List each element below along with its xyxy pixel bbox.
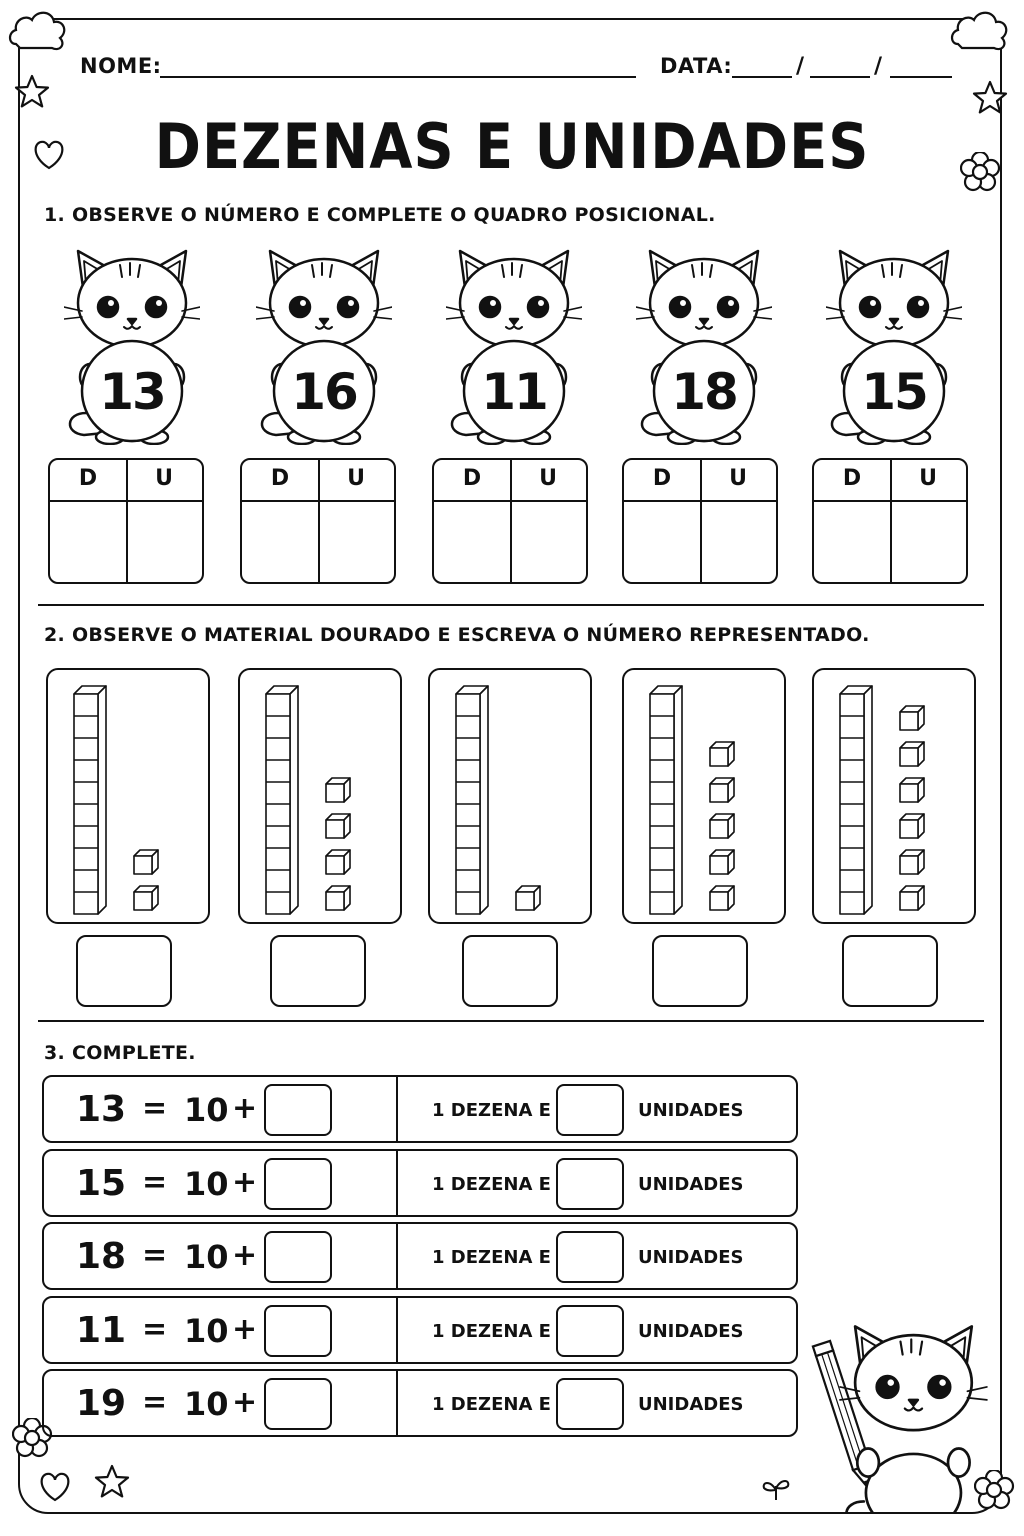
unidades-answer-box[interactable] [556,1231,624,1283]
units-header: U [539,466,557,491]
decomposition-row [42,1075,798,1143]
tens-header: D [462,466,482,491]
decomposition-row [42,1222,798,1290]
row-divider [396,1371,398,1435]
dezena-label: 1 DEZENA E [432,1320,551,1342]
date-month-line[interactable] [810,76,870,78]
tens-answer-cell[interactable] [434,502,510,582]
unit-cube [900,850,924,874]
date-label: DATA: [660,54,733,78]
dezena-label: 1 DEZENA E [432,1247,551,1268]
plus-sign: + [232,1238,258,1273]
date-year-line[interactable] [890,76,952,78]
ten-value: 10 [184,1238,229,1276]
units-header: U [729,466,747,491]
units-answer-box[interactable] [264,1231,332,1283]
row-divider [396,1077,398,1141]
number-answer-box[interactable] [462,935,558,1007]
name-line[interactable] [160,76,636,78]
row-divider [396,1224,398,1288]
place-value-table [240,458,396,584]
unidades-answer-box[interactable] [556,1158,624,1210]
tens-header: D [652,466,672,491]
target-number: 18 [671,363,737,421]
units-header: U [919,466,937,491]
name-label: NOME: [80,54,162,78]
page-title: DEZENAS E UNIDADES [154,110,870,183]
row-number: 18 [76,1236,127,1277]
units-answer-box[interactable] [264,1378,332,1430]
date-day-line[interactable] [732,76,792,78]
base-ten-blocks [240,670,400,922]
target-number: 13 [99,363,165,421]
unidades-label: UNIDADES [638,1247,744,1268]
tens-answer-cell[interactable] [242,502,318,582]
base-ten-panel [622,668,786,924]
base-ten-panel [428,668,592,924]
star-icon [94,1464,134,1502]
date-separator: / [796,54,805,79]
date-separator: / [874,54,883,79]
unidades-answer-box[interactable] [556,1084,624,1136]
cat-holding-number [826,245,962,445]
tens-answer-cell[interactable] [50,502,126,582]
plus-sign: + [232,1311,258,1347]
dezena-label: 1 DEZENA E [432,1394,551,1415]
target-number: 11 [481,363,547,421]
base-ten-panel [238,668,402,924]
ten-rod [74,686,106,914]
sprout-icon [756,1472,796,1502]
cat-holding-number [64,245,200,445]
unidades-answer-box[interactable] [556,1305,624,1357]
tens-answer-cell[interactable] [814,502,890,582]
base-ten-blocks [624,670,784,922]
unit-cube [326,886,350,910]
row-number: 15 [76,1162,127,1204]
tens-header: D [78,466,98,491]
target-number: 15 [861,363,927,421]
number-answer-box[interactable] [652,935,748,1007]
tens-answer-cell[interactable] [624,502,700,582]
place-value-table [622,458,778,584]
units-header: U [347,466,365,491]
unit-cube [710,778,734,802]
equals-sign: = [142,1164,168,1200]
ten-rod [840,686,872,914]
number-answer-box[interactable] [270,935,366,1007]
place-value-table [812,458,968,584]
heart-icon [38,1470,78,1506]
units-header: U [155,466,173,491]
unit-cube [326,778,350,802]
row-number: 19 [76,1383,127,1424]
units-answer-cell[interactable] [510,502,586,582]
ten-rod [650,686,682,914]
ten-value: 10 [184,1385,229,1423]
dezena-label: 1 DEZENA E [432,1173,551,1195]
decomposition-row [42,1149,798,1217]
unidades-label: UNIDADES [638,1394,744,1415]
place-value-table [48,458,204,584]
units-answer-box[interactable] [264,1305,332,1357]
unidades-label: UNIDADES [638,1320,744,1342]
base-ten-panel [812,668,976,924]
row-divider [396,1151,398,1215]
base-ten-blocks [430,670,590,922]
unit-cube [900,778,924,802]
ten-rod [266,686,298,914]
cat-holding-number [636,245,772,445]
tens-header: D [270,466,290,491]
units-answer-cell[interactable] [890,502,966,582]
unit-cube [710,850,734,874]
decomposition-row [42,1369,798,1437]
equals-sign: = [142,1385,168,1420]
unit-cube [326,850,350,874]
ten-value: 10 [184,1311,229,1350]
place-value-table [432,458,588,584]
unit-cube [710,886,734,910]
question-1-prompt: 1. OBSERVE O NÚMERO E COMPLETE O QUADRO POSICIONAL. [44,204,716,226]
decomposition-row [42,1296,798,1364]
plus-sign: + [232,1091,258,1126]
unit-cube [710,814,734,838]
unit-cube [900,706,924,730]
base-ten-blocks [48,670,208,922]
unit-cube [134,886,158,910]
unit-cube [900,886,924,910]
number-answer-box[interactable] [842,935,938,1007]
number-answer-box[interactable] [76,935,172,1007]
tens-header: D [842,466,862,491]
unit-cube [516,886,540,910]
units-answer-box[interactable] [264,1084,332,1136]
base-ten-blocks [814,670,974,922]
row-divider [396,1298,398,1362]
question-3-prompt: 3. COMPLETE. [44,1042,196,1064]
cat-holding-number [256,245,392,445]
plus-sign: + [232,1164,258,1200]
cloud-icon [8,10,70,56]
units-answer-box[interactable] [264,1158,332,1210]
unit-cube [326,814,350,838]
star-icon [14,74,54,112]
dezena-label: 1 DEZENA E [432,1100,551,1121]
cat-holding-number [446,245,582,445]
target-number: 16 [291,363,357,421]
cat-illustration [806,1316,992,1512]
equals-sign: = [142,1091,168,1126]
unidades-label: UNIDADES [638,1100,744,1121]
row-number: 13 [76,1089,127,1130]
ten-value: 10 [184,1164,229,1203]
ten-rod [456,686,488,914]
units-answer-cell[interactable] [318,502,394,582]
base-ten-panel [46,668,210,924]
unit-cube [900,742,924,766]
plus-sign: + [232,1385,258,1420]
section-divider [38,604,984,606]
section-divider [38,1020,984,1022]
unidades-answer-box[interactable] [556,1378,624,1430]
unit-cube [710,742,734,766]
unit-cube [134,850,158,874]
ten-value: 10 [184,1091,229,1129]
units-answer-cell[interactable] [700,502,776,582]
equals-sign: = [142,1238,168,1273]
units-answer-cell[interactable] [126,502,202,582]
unit-cube [900,814,924,838]
cloud-icon [950,10,1012,56]
equals-sign: = [142,1311,168,1347]
question-2-prompt: 2. OBSERVE O MATERIAL DOURADO E ESCREVA O NÚMERO REPRESENTADO. [44,624,870,646]
unidades-label: UNIDADES [638,1173,744,1195]
row-number: 11 [76,1309,127,1351]
